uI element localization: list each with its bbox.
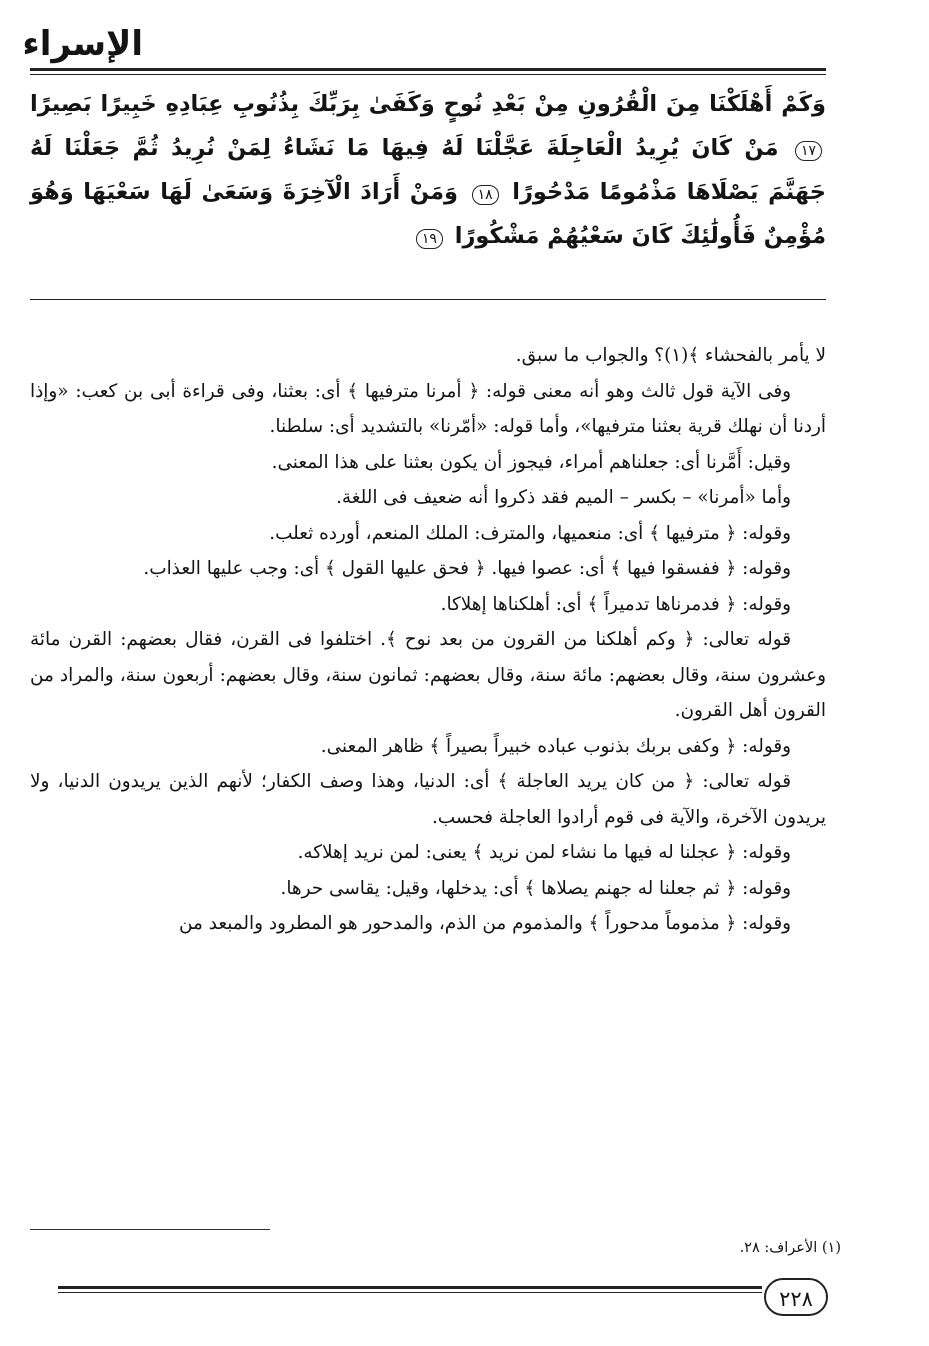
verse-text: وَكَمْ أَهْلَكْنَا مِنَ الْقُرُونِ مِنْ بَعْدِ نُوحٍ وَكَفَىٰ بِرَبِّكَ بِذُنُوبِ عِبَادِهِ خَبِيرًا بَصِيرًا: [30, 91, 826, 117]
paragraph: وفى الآية قول ثالث وهو أنه معنى قوله: ﴿ أمرنا مترفيها ﴾ أى: بعثنا، وفى قراءة أبى بن كعب: «وإذا أردنا أن نهلك قرية بعثنا مترفيها»، وأما قوله: «أمّرنا» بالتشديد أى: سلطنا.: [30, 380, 826, 437]
verse-text: وَمَنْ أَرَادَ الْآخِرَةَ وَسَعَىٰ لَهَا سَعْيَهَا وَهُوَ مُؤْمِنٌ فَأُولَٰئِكَ كَانَ سَعْيُهُمْ مَشْكُورًا: [30, 179, 826, 249]
paragraph: قوله تعالى: ﴿ من كان يريد العاجلة ﴾ أى: الدنيا، وهذا وصف الكفار؛ لأنهم الذين يريدون الدنيا، ولا يريدون الآخرة، والآية فى قوم أرادوا العاجلة فحسب.: [30, 771, 826, 828]
footnote-divider: [30, 1229, 270, 1230]
verse-number-marker: ١٨: [472, 185, 499, 205]
paragraph: وقوله: ﴿ ثم جعلنا له جهنم يصلاها ﴾ أى: يدخلها، وقيل: يقاسى حرها.: [280, 877, 791, 899]
surah-title: الإسراء: [22, 24, 143, 64]
paragraph: وقيل: أَمَّرنا أى: جعلناهم أمراء، فيجوز أن يكون بعثنا على هذا المعنى.: [271, 451, 791, 473]
commentary-text: [30, 338, 826, 942]
verse-number-marker: ١٧: [795, 141, 822, 161]
paragraph: وقوله: ﴿ فدمرناها تدميراً ﴾ أى: أهلكناها إهلاكا.: [440, 593, 791, 615]
paragraph: وأما «أمرنا» – بكسر – الميم فقد ذكروا أنه ضعيف فى اللغة.: [336, 487, 791, 508]
header-rule-thin: [30, 74, 826, 75]
footnote: (١) الأعراف: ٢٨.: [739, 1240, 841, 1256]
paragraph: وقوله: ﴿ ففسقوا فيها ﴾ أى: عصوا فيها. ﴿ فحق عليها القول ﴾ أى: وجب عليها العذاب.: [143, 558, 791, 579]
paragraph: وقوله: ﴿ مترفيها ﴾ أى: منعميها، والمترف: الملك المنعم، أورده ثعلب.: [269, 522, 791, 544]
paragraph: وقوله: ﴿ وكفى بربك بذنوب عباده خبيراً بصيراً ﴾ ظاهر المعنى.: [320, 735, 791, 757]
paragraph: قوله تعالى: ﴿ وكم أهلكنا من القرون من بعد نوح ﴾. اختلفوا فى القرن، فقال بعضهم: القرن مائة وعشرون سنة، وقال بعضهم: مائة سنة، وقال بعضهم: ثمانون سنة، وقال بعضهم: أربعون سنة، والمراد من القرون أهل القرون.: [30, 629, 826, 721]
verse-text: مَنْ كَانَ يُرِيدُ الْعَاجِلَةَ عَجَّلْنَا لَهُ فِيهَا مَا نَشَاءُ لِمَنْ نُرِيدُ ثُمَّ جَعَلْنَا لَهُ جَهَنَّمَ يَصْلَاهَا مَذْمُومًا مَدْحُورًا: [30, 135, 826, 205]
paragraph: لا يأمر بالفحشاء ﴾(١)؟ والجواب ما سبق.: [515, 345, 826, 366]
section-divider: [30, 299, 826, 300]
quran-verses: [30, 82, 826, 258]
verse-number-marker: ١٩: [416, 229, 443, 249]
footer-rule-thin: [58, 1292, 762, 1293]
page-number: ٢٢٨: [764, 1278, 828, 1316]
footer-rule: [58, 1286, 762, 1289]
paragraph: وقوله: ﴿ عجلنا له فيها ما نشاء لمن نريد ﴾ يعنى: لمن نريد إهلاكه.: [297, 842, 791, 863]
header-rule: [30, 68, 826, 71]
paragraph: وقوله: ﴿ مذموماً مدحوراً ﴾ والمذموم من الذم، والمدحور هو المطرود والمبعد من: [179, 913, 791, 934]
